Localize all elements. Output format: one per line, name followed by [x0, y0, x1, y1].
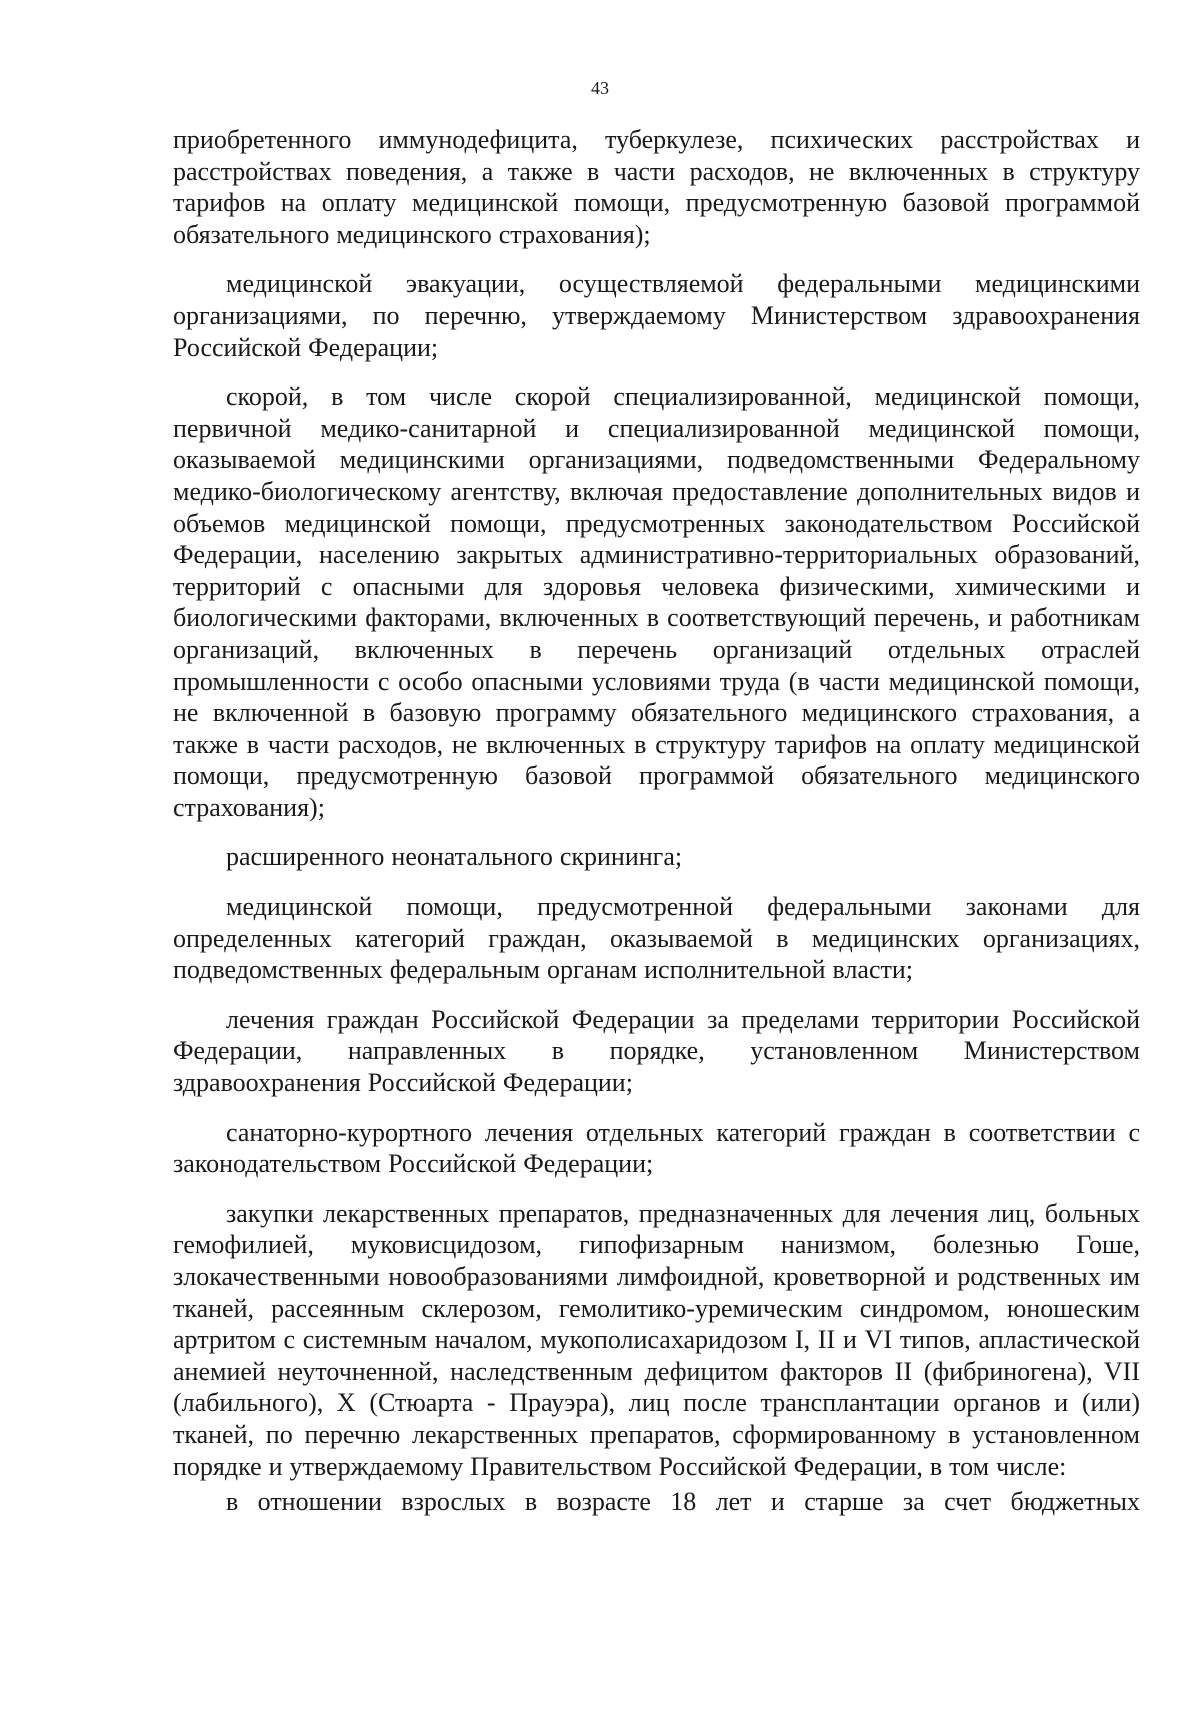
paragraph-treatment-abroad: лечения граждан Российской Федерации за пределами территории Российской Федерации, направленных в порядке, установленном Министерством здравоохранения Российской Федерации;	[173, 1004, 1140, 1098]
paragraph-emergency-care: скорой, в том числе скорой специализированной, медицинской помощи, первичной медико-санитарной и специализированной медицинской помощи, оказываемой медицинскими организациями, подведомственными Федеральному медико-биологическому агентству, включая предоставление дополнительных видов и объемов медицинской помощи, предусмотренных законодательством Российской Федерации, населению закрытых административно-территориальных образований, территорий с опасными для здоровья человека физическими, химическими и биологическими факторами, включенных в соответствующий перечень, и работникам организаций, включенных в перечень организаций отдельных отраслей промышленности с особо опасными условиями труда (в части медицинской помощи, не включенной в базовую программу обязательного медицинского страхования, а также в части расходов, не включенных в структуру тарифов на оплату медицинской помощи, предусмотренную базовой программой обязательного медицинского страхования);	[173, 382, 1140, 822]
paragraph-adults-budget: в отношении взрослых в возрасте 18 лет и старше за счет бюджетных	[226, 1487, 1140, 1517]
page-number: 43	[591, 78, 609, 98]
paragraph-sanatorium-treatment: санаторно-курортного лечения отдельных категорий граждан в соответствии с законодательством Российской Федерации;	[173, 1117, 1140, 1179]
paragraph-medical-evacuation: медицинской эвакуации, осуществляемой федеральными медицинскими организациями, по перечню, утверждаемому Министерством здравоохранения Российской Федерации;	[173, 269, 1140, 362]
paragraph-continuation: приобретенного иммунодефицита, туберкулезе, психических расстройствах и расстройствах поведения, а также в части расходов, не включенных в структуру тарифов на оплату медицинской помощи, предусмотренную базовой программой обязательного медицинского страхования);	[173, 125, 1140, 249]
paragraph-neonatal-screening: расширенного неонатального скрининга;	[226, 842, 683, 872]
paragraph-federal-law-care: медицинской помощи, предусмотренной федеральными законами для определенных категорий граждан, оказываемой в медицинских организациях, подведомственных федеральным органам исполнительной власти;	[173, 892, 1140, 985]
document-body	[173, 124, 1140, 1518]
paragraph-drug-procurement: закупки лекарственных препаратов, предназначенных для лечения лиц, больных гемофилией, муковисцидозом, гипофизарным нанизмом, болезнью Гоше, злокачественными новообразованиями лимфоидной, кроветворной и родственных им тканей, рассеянным склерозом, гемолитико-уремическим синдромом, юношеским артритом с системным началом, мукополисахаридозом I, II и VI типов, апластической анемией неуточненной, наследственным дефицитом факторов II (фибриногена), VII (лабильного), X (Стюарта - Прауэра), лиц после трансплантации органов и (или) тканей, по перечню лекарственных препаратов, сформированному в установленном порядке и утверждаемому Правительством Российской Федерации, в том числе:	[173, 1198, 1140, 1481]
